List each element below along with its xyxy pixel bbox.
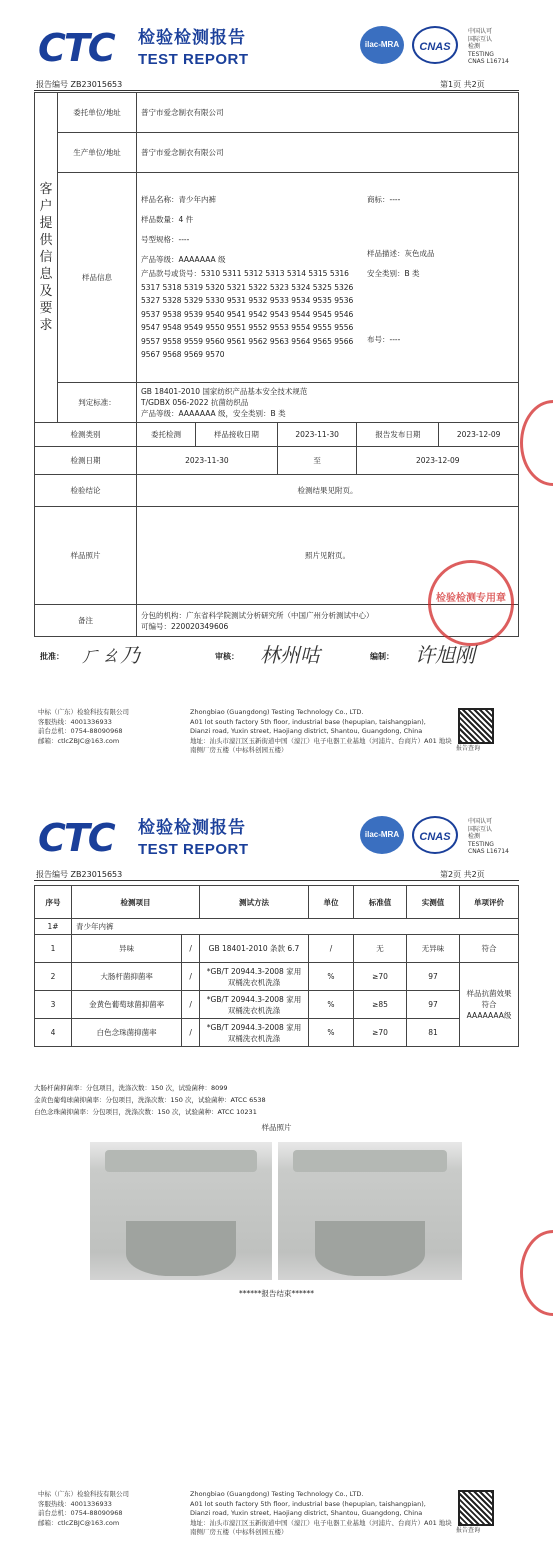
cnas-accreditation-text: 中国认可 国际互认 检测 TESTING CNAS L16714: [468, 28, 509, 65]
group-name: 青少年内裤: [72, 919, 519, 935]
type-value: 委托检测: [137, 423, 196, 447]
review-label: 审核：: [215, 652, 239, 661]
type-label: 检测类别: [35, 423, 137, 447]
sample-photo-back: [278, 1142, 462, 1280]
client-info-table: [34, 92, 519, 637]
recv-label: 样品接收日期: [196, 423, 278, 447]
report-page-1: CTC 检验检测报告 TEST REPORT ilac-MRA CNAS 中国认可 国际互认 检测 TESTING CNAS L16714 报告编号 ZB23015653 第1页 共2页 客户提供信息及要求 委托单位/地址 普宁市爱念制衣有限公司 生产单位/地址 普宁市爱念制衣有限公司 样品信息 样品名称：青少年内裤 样品数量：4 件 号型规格：---- 产品等级：AAAAAAA 级 产品款号或货号：5310 5311 5312 5313 5314 5315 5316 5317 5318 5319 5320 5321 5322 5323 5324 5325 5326 5327 5328 5329 5330 9531 9532 9533 9534 9535 9536 9537 9538 9539 9540 9541 9542 9543 9544 9545 9546 9547 9548 9549 9550 9551 9552 9553 9554 9555 9556 9557 9558 9559 9560 9561 9562 9563 9564 9565 9566 9567 9568 9569 9570 商标：---- 样品描述：灰色成品 安全类别：B 类 布号：---- 判定标准： GB 18401-2010 国家纺织产品基本安全技术规范 T/GDBX 056-2022 抗菌纺织品 产品等级：AAAAAAA 级，安全类别：B 类 检测类别 委托检测 样品接收日期 2023-11-30 报告发布日期 2023-12-09 检测日期 2023-11-30 至 2023-12-09 检验结论 检测结果见附页。 样品照片 照片见附页。 备注 分包的机构：广东省科学院测试分析研究所（中国广州分析测试中心） 可编号：220020349606 检验检测专用章 批准： ㄏㄠ乃 审核： 林州咕 编制： 许旭刚 中标（广东）检验科技有限公司 客服热线：4001336933 前台总机：0754-88090968 邮箱：ctlcZBJC@163.com Zhongbiao (Guangdong) Testing Technology Co., LTD. A01 lot south factory 5th floor, industrial base (hepupian, taishangpian), Dianzi road, Yuxin street, Haojiang district, Shantou, Guangdong, China 地址：汕头市濠江区玉新街道中国（濠江）电子电器工业基地（河浦片、台商片）A01 地块南侧厂房五楼（中标科创园五楼） 报告查询: [0, 0, 553, 775]
page-number: 第2页 共2页: [440, 870, 485, 879]
sample-info: [137, 173, 519, 383]
sample-article: 产品款号或货号：5310 5311 5312 5313 5314 5315 5316 5317 5318 5319 5320 5321 5322 5323 5324 5325 5326 5327 5328 5329 5330 9531 9532 9533 9534 9535 9536 9537 9538 9539 9540 9541 9542 9543 9544 9545 9546 9547 9548 9549 9550 9551 9552 9553 9554 9555 9556 9557 9558 9559 9560 9561 9562 9563 9564 9565 9566 9567 9568 9569 9570: [141, 269, 354, 360]
compile-signature: 许旭刚: [415, 643, 475, 667]
review-signature: 林州咕: [260, 643, 320, 667]
report-number: 报告编号 ZB23015653: [36, 870, 123, 879]
judge-standards: GB 18401-2010 国家纺织产品基本安全技术规范 T/GDBX 056-2022 抗菌纺织品 产品等级：AAAAAAA 级，安全类别：B 类: [137, 383, 519, 423]
date-to-label: 至: [277, 447, 357, 475]
photo-label: 样品照片: [35, 507, 137, 605]
sample-batch: 布号：----: [367, 335, 401, 345]
sample-model: 号型规格：----: [141, 235, 190, 245]
sample-grade: 产品等级：AAAAAAA 级: [141, 255, 226, 265]
header-rule: [34, 90, 519, 91]
merged-evaluation: 样品抗菌效果符合AAAAAAA级: [460, 963, 519, 1047]
approve-label: 批准：: [40, 652, 64, 661]
col-unit: 单位: [309, 886, 354, 919]
report-title-en: TEST REPORT: [138, 841, 249, 858]
recv-value: 2023-11-30: [277, 423, 357, 447]
maker-label: 生产单位/地址: [58, 133, 137, 173]
report-end: ******报告结束******: [239, 1289, 314, 1298]
date-from: 2023-11-30: [137, 447, 278, 475]
report-header: [30, 812, 530, 862]
photo-value: 照片见附页。: [137, 507, 519, 605]
ctc-logo: CTC: [38, 26, 114, 70]
ilac-mra-logo: ilac-MRA: [360, 26, 404, 64]
sample-safety: 安全类别：B 类: [367, 269, 420, 279]
issue-value: 2023-12-09: [439, 423, 519, 447]
judge-label: 判定标准：: [58, 383, 137, 423]
report-header: [30, 22, 530, 72]
col-value: 实测值: [407, 886, 460, 919]
qr-label: 报告查询: [456, 745, 481, 752]
qr-code[interactable]: [458, 708, 494, 744]
ilac-mra-logo: ilac-MRA: [360, 816, 404, 854]
conclusion-label: 检验结论: [35, 475, 137, 507]
report-title-cn: 检验检测报告: [138, 818, 246, 838]
cnas-logo: CNAS: [412, 26, 458, 64]
client-label: 委托单位/地址: [58, 93, 137, 133]
results-table: [34, 885, 519, 1047]
report-title-cn: 检验检测报告: [138, 28, 246, 48]
col-eval: 单项评价: [460, 886, 519, 919]
inspection-stamp: 检验检测专用章: [428, 560, 514, 646]
group-no: 1#: [35, 919, 72, 935]
sample-photo-front: [90, 1142, 272, 1280]
qr-label: 报告查询: [456, 1527, 481, 1534]
sample-brand: 商标：----: [367, 195, 401, 205]
photo-title: 样品照片: [261, 1123, 292, 1132]
section-label: 客户提供信息及要求: [35, 93, 58, 423]
seam-stamp: [520, 1230, 553, 1316]
approve-signature: ㄏㄠ乃: [80, 643, 140, 667]
conclusion-value: 检测结果见附页。: [137, 475, 519, 507]
cnas-logo: CNAS: [412, 816, 458, 854]
sample-label: 样品信息: [58, 173, 137, 383]
date-to: 2023-12-09: [357, 447, 519, 475]
ctc-logo: CTC: [38, 816, 114, 860]
sample-name: 样品名称：青少年内裤: [141, 195, 216, 205]
col-std: 标准值: [354, 886, 407, 919]
report-page-2: CTC 检验检测报告 TEST REPORT ilac-MRA CNAS 中国认可 国际互认 检测 TESTING CNAS L16714 报告编号 ZB23015653 第2页 共2页 序号 检测项目 测试方法 单位 标准值 实测值 单项评价 1# 青少年内裤 1 异味 / GB 18401-2010 条款 6.7 / 无 无异味 符合 2 大肠杆菌抑菌率 / *GB/T 20944.3-2008 家用双桶洗衣机洗涤 % ≥70 97 样品抗菌效果符合AAAAAAA级 3 金黄色葡萄球菌抑菌率 / *GB/T 20944.3-2008 家用双桶洗衣机洗涤 % ≥85 97 4 白色念珠菌抑菌率 / *GB/T 20944.3-2008 家用双桶洗衣机洗涤 % ≥70 81 大肠杆菌抑菌率：分包项目，洗涤次数：150 次，试验菌种：8099 金黄色葡萄球菌抑菌率：分包项目，洗涤次数：150 次，试验菌种：ATCC 6538 白色念珠菌抑菌率：分包项目，洗涤次数：150 次，试验菌种：ATCC 10231 样品照片 ******报告结束****** 中标（广东）检验科技有限公司 客服热线：4001336933 前台总机：0754-88090968 邮箱：ctlcZBJC@163.com Zhongbiao (Guangdong) Testing Technology Co., LTD. A01 lot south factory 5th floor, industrial base (hepupian, taishangpian), Dianzi road, Yuxin street, Haojiang district, Shantou, Guangdong, China 地址：汕头市濠江区玉新街道中国（濠江）电子电器工业基地（河浦片、台商片）A01 地块南侧厂房五楼（中标科创园五楼） 报告查询: [0, 790, 553, 1564]
client-value: 普宁市爱念制衣有限公司: [137, 93, 519, 133]
seam-stamp: [520, 400, 553, 486]
issue-label: 报告发布日期: [357, 423, 439, 447]
cnas-accreditation-text: 中国认可 国际互认 检测 TESTING CNAS L16714: [468, 818, 509, 855]
remark-label: 备注: [35, 605, 137, 637]
date-label: 检测日期: [35, 447, 137, 475]
table-row: 3 金黄色葡萄球菌抑菌率 / *GB/T 20944.3-2008 家用双桶洗衣机洗涤 % ≥85 97: [35, 991, 519, 1019]
table-row: 1 异味 / GB 18401-2010 条款 6.7 / 无 无异味 符合: [35, 935, 519, 963]
remark-value: 分包的机构：广东省科学院测试分析研究所（中国广州分析测试中心） 可编号：220020349606: [137, 605, 519, 637]
table-row: 4 白色念珠菌抑菌率 / *GB/T 20944.3-2008 家用双桶洗衣机洗涤 % ≥70 81: [35, 1019, 519, 1047]
compile-label: 编制：: [370, 652, 394, 661]
header-rule: [34, 880, 519, 881]
sample-desc: 样品描述：灰色成品: [367, 249, 435, 259]
page-number: 第1页 共2页: [440, 80, 485, 89]
sample-qty: 样品数量：4 件: [141, 215, 194, 225]
report-number: 报告编号 ZB23015653: [36, 80, 123, 89]
col-no: 序号: [35, 886, 72, 919]
col-item: 检测项目: [72, 886, 200, 919]
test-notes: 大肠杆菌抑菌率：分包项目，洗涤次数：150 次，试验菌种：8099 金黄色葡萄球菌抑菌率：分包项目，洗涤次数：150 次，试验菌种：ATCC 6538 白色念珠菌抑菌率：分包项目，洗涤次数：150 次，试验菌种：ATCC 10231: [34, 1084, 266, 1116]
col-method: 测试方法: [200, 886, 309, 919]
qr-code[interactable]: [458, 1490, 494, 1526]
maker-value: 普宁市爱念制衣有限公司: [137, 133, 519, 173]
table-row: 2 大肠杆菌抑菌率 / *GB/T 20944.3-2008 家用双桶洗衣机洗涤 % ≥70 97 样品抗菌效果符合AAAAAAA级: [35, 963, 519, 991]
report-title-en: TEST REPORT: [138, 51, 249, 68]
